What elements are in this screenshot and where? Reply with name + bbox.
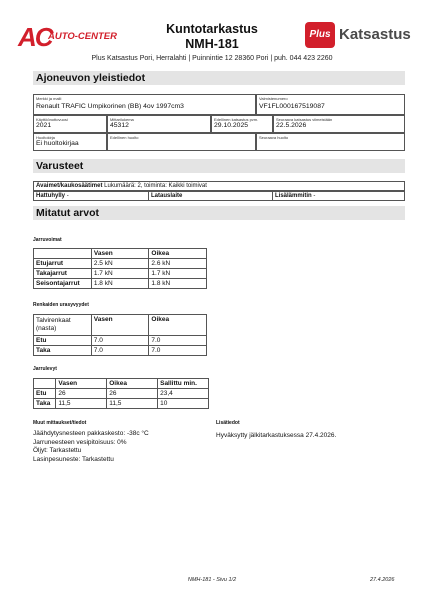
extra-info-text: Hyväksytty jälkitarkastuksessa 27.4.2026.: [216, 432, 337, 439]
table-cell: 1.7 kN: [91, 269, 149, 279]
heater-label: Lisälämmitin: [275, 193, 312, 199]
first-use-label: Käyttöönottovuosi: [36, 117, 68, 122]
table-row: [34, 279, 207, 289]
table-row: [34, 399, 209, 409]
table-cell: Taka: [34, 346, 92, 356]
keys-value: Lukumäärä: 2, toiminta: Kaikki toimivat: [104, 183, 207, 189]
table-cell: Etujarrut: [34, 259, 92, 269]
plus-badge: Plus: [305, 22, 335, 48]
odometer-value: 45312: [110, 122, 129, 129]
table-cell: 7.0: [149, 336, 207, 346]
next-inspection-value: 22.5.2026: [276, 122, 307, 129]
table-cell: Seisontajarrut: [34, 279, 92, 289]
section-equipment: Varusteet: [33, 159, 405, 173]
table-cell: [34, 249, 92, 259]
table-cell: Takajarrut: [34, 269, 92, 279]
section-measurements: Mitatut arvot: [33, 206, 405, 220]
vin-value: VF1FL000167519087: [259, 103, 325, 110]
table-cell: 23,4: [158, 389, 209, 399]
footer-date: 27.4.2026: [370, 577, 395, 583]
tyres-type-line1: Talvirenkaat: [36, 317, 71, 324]
table-row: [34, 269, 207, 279]
brakes-title: Jarruvoimat: [33, 237, 62, 243]
table-cell: 1.7 kN: [149, 269, 207, 279]
table-cell: 26: [107, 389, 158, 399]
table-cell: Oikea: [149, 315, 207, 336]
service-book-value: Ei huoltokirjaa: [36, 140, 79, 147]
table-cell: 11,5: [107, 399, 158, 409]
table-cell: [34, 315, 92, 336]
keys-label: Avaimet/kaukosäätimet: [36, 183, 103, 189]
prev-service-cell: [107, 133, 256, 151]
make-model-label: Merkki ja malli: [36, 96, 62, 101]
service-book-label: Huoltokirja: [36, 135, 55, 140]
vin-cell: [256, 94, 405, 115]
other-measurements-title: Muut mittaukset/tiedot: [33, 420, 87, 426]
last-inspection-cell: [211, 115, 273, 133]
plus-katsastus-logo: [305, 22, 411, 48]
contact-line: Plus Katsastus Pori, Herralahti | Puinnintie 12 28360 Pori | puh. 044 423 2260: [91, 55, 333, 62]
katsastus-brand: Katsastus: [339, 26, 411, 43]
table-cell: [34, 379, 56, 389]
roof-rack-cell: [34, 192, 149, 200]
next-service-cell: [256, 133, 405, 151]
roof-rack-value: -: [66, 193, 69, 199]
table-cell: Etu: [34, 389, 56, 399]
other-measurements-list: [33, 430, 208, 464]
brakes-table: [33, 248, 207, 289]
table-cell: 1.8 kN: [149, 279, 207, 289]
tyres-title: Renkaiden urasyvyydet: [33, 302, 89, 308]
extra-info-title: Lisätiedot: [216, 420, 240, 426]
discs-title: Jarrulevyt: [33, 366, 57, 372]
table-cell: 10: [158, 399, 209, 409]
table-cell: Oikea: [149, 249, 207, 259]
charger-label: Latauslaite: [151, 193, 183, 199]
heater-cell: [273, 192, 406, 200]
list-item: Öljyt: Tarkastettu: [33, 447, 82, 454]
table-cell: 7.0: [149, 346, 207, 356]
table-cell: 1.8 kN: [91, 279, 149, 289]
table-row: [34, 336, 207, 346]
table-cell: Oikea: [107, 379, 158, 389]
first-use-cell: [33, 115, 107, 133]
document-title: Kuntotarkastus: [166, 22, 258, 36]
service-book-cell: [33, 133, 107, 151]
table-cell: Vasen: [56, 379, 107, 389]
last-inspection-label: Edellinen katsastus pvm.: [214, 117, 259, 122]
table-cell: Vasen: [91, 315, 149, 336]
table-cell: 2.6 kN: [149, 259, 207, 269]
table-row: [34, 389, 209, 399]
auto-center-logo-mark: AC: [18, 22, 52, 52]
charger-cell: [149, 192, 273, 200]
table-row: [34, 346, 207, 356]
prev-service-label: Edellinen huolto: [110, 135, 139, 140]
table-cell: Sallittu min.: [158, 379, 209, 389]
odometer-cell: [107, 115, 211, 133]
first-use-value: 2021: [36, 122, 52, 129]
table-cell: 7.0: [91, 336, 149, 346]
table-cell: 11,5: [56, 399, 107, 409]
page-footer: NMH-181 - Sivu 1/2: [187, 577, 237, 583]
table-cell: 7.0: [91, 346, 149, 356]
table-row: [34, 249, 207, 259]
auto-center-logo: [18, 22, 126, 52]
table-cell: 2.5 kN: [91, 259, 149, 269]
next-service-label: Seuraava huolto: [259, 135, 289, 140]
section-vehicle-info: Ajoneuvon yleistiedot: [33, 71, 405, 85]
auto-center-logo-text: AUTO-CENTER: [48, 31, 117, 42]
table-row: [34, 259, 207, 269]
list-item: Lasinpesuneste: Tarkastettu: [33, 455, 114, 463]
next-inspection-cell: [273, 115, 405, 133]
make-model-cell: [33, 94, 256, 115]
accessories-row: [33, 191, 405, 201]
table-row: [34, 379, 209, 389]
odometer-label: Mittarilukema: [110, 117, 134, 122]
vin-label: Valmistenumero: [259, 96, 288, 101]
table-row: [34, 315, 207, 336]
tyres-table: [33, 314, 207, 356]
roof-rack-label: Hattuhylly: [36, 193, 66, 199]
tyres-type-line2: (nasta): [36, 325, 57, 332]
last-inspection-value: 29.10.2025: [214, 122, 249, 129]
discs-table: [33, 378, 209, 409]
heater-value: -: [313, 193, 316, 199]
table-cell: Etu: [34, 336, 92, 346]
plate-number: NMH-181: [185, 37, 239, 51]
table-cell: Taka: [34, 399, 56, 409]
next-inspection-label: Seuraava katsastus viimeistään: [276, 117, 333, 122]
table-cell: Vasen: [91, 249, 149, 259]
keys-row: [33, 181, 405, 191]
make-model-value: Renault TRAFIC Umpikorinen (BB) 4ov 1997cm3: [36, 103, 184, 110]
list-item: Jarruneesteen vesipitoisuus: 0%: [33, 438, 127, 446]
list-item: Jäähdytysnesteen pakkaskesto: -38c °C: [33, 430, 149, 437]
table-cell: 26: [56, 389, 107, 399]
